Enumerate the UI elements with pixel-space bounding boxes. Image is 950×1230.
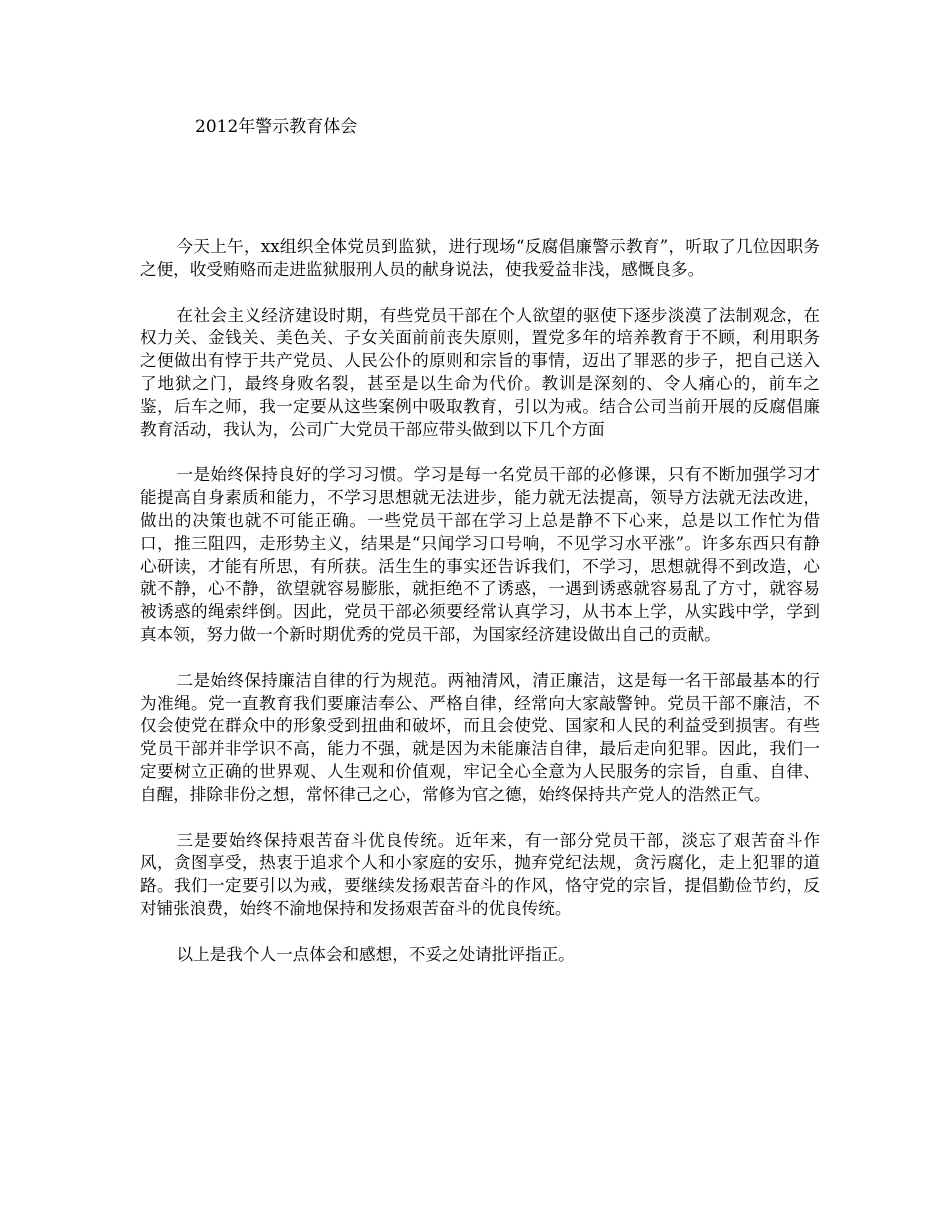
paragraph-intro: 今天上午，xx组织全体党员到监狱，进行现场“反腐倡廉警示教育”，听取了几位因职务之便，收受贿赂而走进监狱服刑人员的献身说法，使我爱益非浅，感慨良多。	[140, 237, 820, 279]
document-title: 2012年警示教育体会	[195, 117, 358, 137]
paragraph-background: 在社会主义经济建设时期，有些党员干部在个人欲望的驱使下逐步淡漠了法制观念，在权力关、金钱关、美色关、子女关面前前丧失原则，置党多年的培养教育于不顾，利用职务之便做出有悖于共产党员、人民公仆的原则和宗旨的事情，迈出了罪恶的步子，把自己送入了地狱之门，最终身败名裂，甚至是以生命为代价。教训是深刻的、令人痛心的，前车之鉴，后车之师，我一定要从这些案例中吸取教育，引以为戒。结合公司当前开展的反腐倡廉教育活动，我认为，公司广大党员干部应带头做到以下几个方面	[140, 305, 820, 439]
document-body	[140, 236, 820, 990]
paragraph-point-two: 二是始终保持廉洁自律的行为规范。两袖清风，清正廉洁，这是每一名干部最基本的行为准绳。党一直教育我们要廉洁奉公、严格自律，经常向大家敲警钟。党员干部不廉洁，不仅会使党在群众中的形象受到扭曲和破坏，而且会使党、国家和人民的利益受到损害。有些党员干部并非学识不高，能力不强，就是因为未能廉洁自律，最后走向犯罪。因此，我们一定要树立正确的世界观、人生观和价值观，牢记全心全意为人民服务的宗旨，自重、自律、自醒，排除非份之想，常怀律己之心，常修为官之德，始终保持共产党人的浩然正气。	[140, 670, 820, 804]
paragraph-point-one: 一是始终保持良好的学习习惯。学习是每一名党员干部的必修课，只有不断加强学习才能提高自身素质和能力，不学习思想就无法进步，能力就无法提高，领导方法就无法改进，做出的决策也就不可能正确。一些党员干部在学习上总是静不下心来，总是以工作忙为借口，推三阻四，走形势主义，结果是“只闻学习口号响，不见学习水平涨”。许多东西只有静心研读，才能有所思，有所获。活生生的事实还告诉我们，不学习，思想就得不到改造，心就不静，心不静，欲望就容易膨胀，就拒绝不了诱惑，一遇到诱惑就容易乱了方寸，就容易被诱惑的绳索绊倒。因此，党员干部必须要经常认真学习，从书本上学，从实践中学，学到真本领，努力做一个新时期优秀的党员干部，为国家经济建设做出自己的贡献。	[140, 465, 820, 644]
paragraph-closing: 以上是我个人一点体会和感想，不妥之处请批评指正。	[176, 944, 575, 964]
paragraph-point-three: 三是要始终保持艰苦奋斗优良传统。近年来，有一部分党员干部，淡忘了艰苦奋斗作风，贪图享受，热衷于追求个人和小家庭的安乐，抛弃党纪法规，贪污腐化，走上犯罪的道路。我们一定要引以为戒，要继续发扬艰苦奋斗的作风，恪守党的宗旨，提倡勤俭节约，反对铺张浪费，始终不渝地保持和发扬艰苦奋斗的优良传统。	[140, 830, 820, 918]
